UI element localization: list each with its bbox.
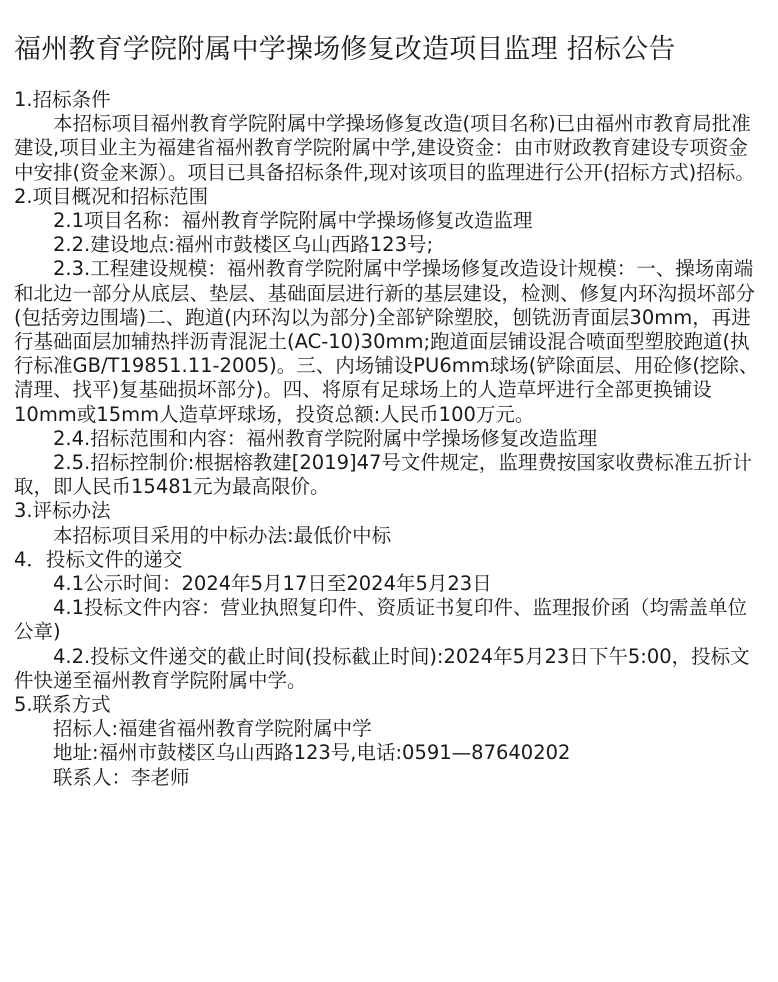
section-heading-project-overview: 2.项目概况和招标范围 [14,184,209,208]
submission-content-paragraph: 4.1投标文件内容：营业执照复印件、资质证书复印件、监理报价函（均需盖单位公章) [14,596,748,644]
publicity-period-line: 4.1公示时间：2024年5月17日至2024年5月23日 [53,572,492,596]
section-heading-submission: 4．投标文件的递交 [14,547,183,571]
announcement-body [14,88,764,790]
bid-control-price-paragraph: 2.5.招标控制价:根据榕教建[2019]47号文件规定，监理费按国家收费标准五折计取，即人民币15481元为最高限价。 [14,451,752,499]
project-scale-paragraph: 2.3.工程建设规模：福州教育学院附属中学操场修复改造设计规模：一、操场南端和北边一部分从底层、垫层、基础面层进行新的基层建设，检测、修复内环沟损坏部分(包括旁边围墙)二、跑道(内环沟以为部分)全部铲除塑胶，刨铣沥青面层30mm，再进行基础面层加辅热拌沥青混泥土(AC-10)30mm;跑道面层铺设混合喷面型塑胶跑道(执行标准GB/T19851.11-2005)。三、内场铺设PU6mm球场(铲除面层、用砼修(挖除、清理、找平)复基础损坏部分)。四、将原有足球场上的人造草坪进行全部更换铺设10mm或15mm人造草坪球场，投资总额:人民币100万元。 [14,257,759,426]
contact-address-line: 地址:福州市鼓楼区乌山西路123号,电话:0591—87640202 [53,741,571,765]
page-title: 福州教育学院附属中学操场修复改造项目监理 招标公告 [14,34,676,65]
project-name-line: 2.1项目名称：福州教育学院附属中学操场修复改造监理 [53,209,533,233]
bid-conditions-paragraph: 本招标项目福州教育学院附属中学操场修复改造(项目名称)已由福州市教育局批准建设,项目业主为福建省福州教育学院附属中学,建设资金：由市财政教育建设专项资金中安排(资金来源）。项目已具备招标条件,现对该项目的监理进行公开(招标方式)招标。 [14,112,755,184]
section-heading-bid-conditions: 1.招标条件 [14,88,111,111]
evaluation-method-line: 本招标项目采用的中标办法:最低价中标 [53,523,392,547]
contact-tenderer-line: 招标人:福建省福州教育学院附属中学 [53,717,372,741]
section-heading-evaluation: 3.评标办法 [14,499,111,523]
project-location-line: 2.2.建设地点:福州市鼓楼区乌山西路123号; [53,233,434,257]
contact-person-line: 联系人：李老师 [53,765,190,789]
bid-scope-line: 2.4.招标范围和内容：福州教育学院附属中学操场修复改造监理 [53,426,598,450]
submission-deadline-paragraph: 4.2.投标文件递交的截止时间(投标截止时间):2024年5月23日下午5:00，投标文件快递至福州教育学院附属中学。 [14,644,750,692]
section-heading-contact: 5.联系方式 [14,693,111,717]
